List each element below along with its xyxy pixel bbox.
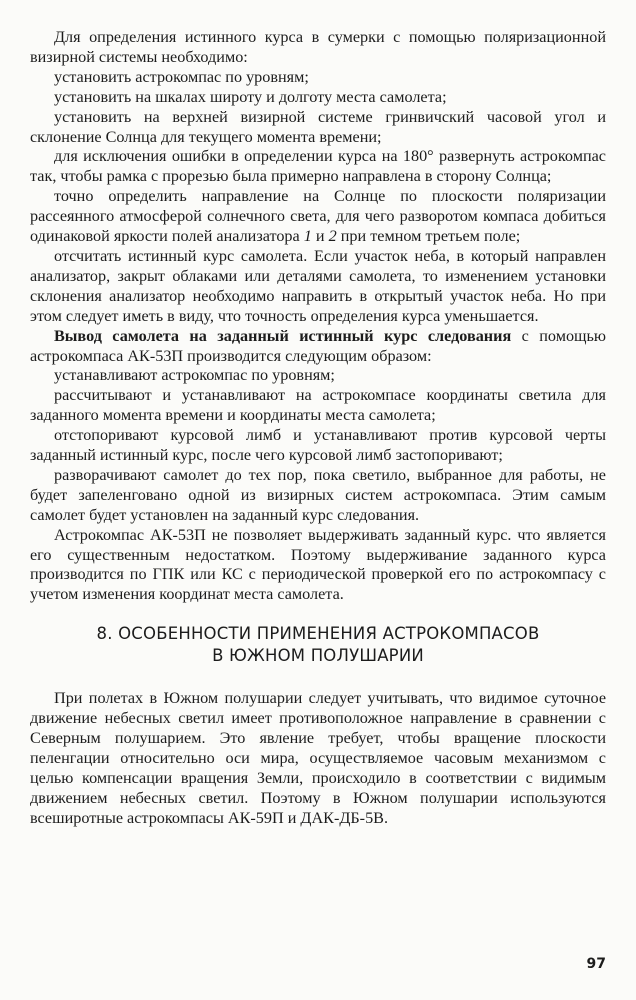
paragraph-install-level: устанавливают астрокомпас по уровням; — [54, 366, 335, 385]
paragraph-limb: отстопоривают курсовой лимб и устанавливают против курсовой черты заданный истинный курс, после чего курсовой лимб застопоривают; — [30, 426, 606, 465]
paragraph-calc-coordinates: рассчитывают и устанавливают на астрокомпасе координаты светила для заданного момента времени и координаты места самолета; — [30, 386, 606, 425]
section-heading-line-2: В ЮЖНОМ ПОЛУШАРИИ — [212, 646, 424, 666]
paragraph-output-course: Вывод самолета на заданный истинный курс следования с помощью астрокомпаса АК-53П производится следующим образом: — [30, 326, 606, 365]
paragraph-ak53p-limitation: Астрокомпас АК-53П не позволяет выдерживать заданный курс. что является его существенным недостатком. Поэтому выдерживание заданного курса производится по ГПК или КС с периодической проверкой его по астрокомпасу с учетом изменения координат места самолета. — [30, 525, 606, 604]
paragraph-southern-hemisphere: При полетах в Южном полушарии следует учитывать, что видимое суточное движение небесных светил имеет противоположное направление в сравнении с Северным полушарием. Это явление требует, чтобы вращение плоскости пеленгации относительно оси мира, осуществляемое часовым механизмом с целью компенсации вращения Земли, происходило в соответствии с видимым движением небесных светил. Поэтому в Южном полушарии используются всеширотные астрокомпасы АК-59П и ДАК-ДБ-5В. — [30, 689, 606, 827]
page-number: 97 — [586, 956, 606, 972]
paragraph-step-coordinates: установить на шкалах широту и долготу места самолета; — [54, 87, 447, 106]
section-heading-line-1: 8. ОСОБЕННОСТИ ПРИМЕНЕНИЯ АСТРОКОМПАСОВ — [96, 624, 540, 644]
section-heading — [30, 623, 606, 667]
paragraph-step-180: для исключения ошибки в определении курса на 180° развернуть астрокомпас так, чтобы рамка с прорезью была примерно направлена в сторону Солнца; — [30, 147, 606, 186]
paragraph-step-read-course: отсчитать истинный курс самолета. Если участок неба, в который направлен анализатор, закрыт облаками или деталями самолета, то изменением установки склонения анализатор необходимо направить в открытый участок неба. Но при этом следует иметь в виду, что точность определения курса уменьшается. — [30, 246, 606, 325]
page-body — [30, 28, 606, 829]
paragraph-step-polarization: точно определить направление на Солнце по плоскости поляризации рассеянного атмосферой солнечного света, для чего разворотом компаса добиться одинаковой яркости полей анализатора 1 и 2 при темном третьем поле; — [30, 187, 606, 246]
paragraph-intro: Для определения истинного курса в сумерки с помощью поляризационной визирной системы необходимо: — [30, 28, 606, 66]
paragraph-step-hour-angle: установить на верхней визирной системе гринвичский часовой угол и склонение Солнца для текущего момента времени; — [30, 107, 606, 146]
paragraph-step-level: установить астрокомпас по уровням; — [54, 67, 309, 86]
paragraph-turn-aircraft: разворачивают самолет до тех пор, пока светило, выбранное для работы, не будет запеленговано одной из визирных систем астрокомпаса. Этим самым самолет будет установлен на заданный курс следования. — [30, 465, 606, 524]
bold-term: Вывод самолета на заданный истинный курс следования — [54, 326, 512, 345]
